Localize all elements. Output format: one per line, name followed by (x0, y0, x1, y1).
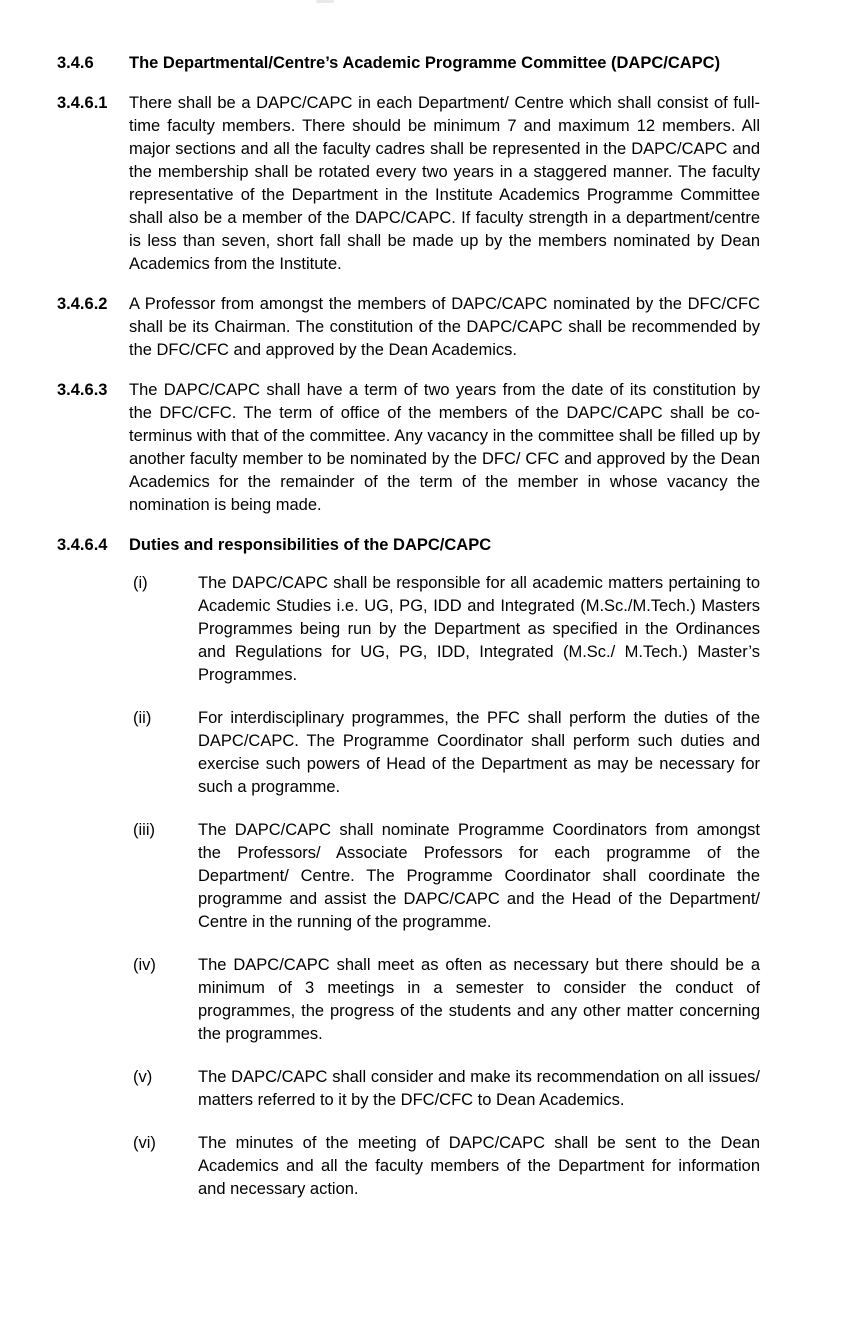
section-heading-3-4-6 (57, 52, 760, 75)
clause-text: There shall be a DAPC/CAPC in each Department/ Centre which shall consist of full-time faculty members. There should be minimum 7 and maximum 12 members. All major sections and all the faculty cadres shall be represented in the DAPC/CAPC and the membership shall be rotated every two years in a staggered manner. The faculty representative of the Department in the Institute Academics Programme Committee shall also be a member of the DAPC/CAPC. If faculty strength in a department/centre is less than seven, short fall shall be made up by the members nominated by Dean Academics from the Institute. (129, 94, 760, 273)
clause-number: 3.4.6.4 (57, 536, 108, 554)
duty-item-vi (129, 1132, 760, 1201)
duty-text: The DAPC/CAPC shall consider and make its recommendation on all issues/ matters referred to it by the DFC/CFC to Dean Academics. (198, 1068, 760, 1109)
duty-item-i (129, 572, 760, 687)
document-content (57, 52, 760, 1201)
duty-marker: (vi) (133, 1134, 156, 1152)
duty-text: The minutes of the meeting of DAPC/CAPC shall be sent to the Dean Academics and all the faculty members of the Department for information and necessary action. (198, 1134, 760, 1198)
duty-item-iii (129, 819, 760, 934)
duty-text: The DAPC/CAPC shall be responsible for all academic matters pertaining to Academic Studies i.e. UG, PG, IDD and Integrated (M.Sc./M.Tech.) Masters Programmes being run by the Department as specified in the Ordinances and Regulations for UG, PG, IDD, Integrated (M.Sc./ M.Tech.) Master’s Programmes. (198, 574, 760, 684)
clause-number: 3.4.6.1 (57, 94, 108, 112)
clause-number: 3.4.6.2 (57, 295, 108, 313)
clause-text: A Professor from amongst the members of DAPC/CAPC nominated by the DFC/CFC shall be its Chairman. The constitution of the DAPC/CAPC shall be recommended by the DFC/CFC and approved by the Dean Academics. (129, 295, 760, 359)
duty-marker: (ii) (133, 709, 152, 727)
clause-3-4-6-3 (57, 379, 760, 517)
clause-3-4-6-2 (57, 293, 760, 362)
duty-item-v (129, 1066, 760, 1112)
duty-item-iv (129, 954, 760, 1046)
duty-text: For interdisciplinary programmes, the PFC shall perform the duties of the DAPC/CAPC. The Programme Coordinator shall perform such duties and exercise such powers of Head of the Department as may be necessary for such a programme. (198, 709, 760, 796)
scan-artifact (316, 0, 334, 3)
duty-marker: (i) (133, 574, 148, 592)
duty-text: The DAPC/CAPC shall nominate Programme Coordinators from amongst the Professors/ Associate Professors for each programme of the Department/ Centre. The Programme Coordinator shall coordinate the programme and assist the DAPC/CAPC and the Head of the Department/ Centre in the running of the programme. (198, 821, 760, 931)
subheading-3-4-6-4 (57, 534, 760, 557)
clause-number: 3.4.6.3 (57, 381, 108, 399)
duty-text: The DAPC/CAPC shall meet as often as necessary but there should be a minimum of 3 meetings in a semester to consider the conduct of programmes, the progress of the students and any other matter concerning the programmes. (198, 956, 760, 1043)
section-heading-text: The Departmental/Centre’s Academic Programme Committee (DAPC/CAPC) (129, 54, 721, 72)
duty-marker: (v) (133, 1068, 153, 1086)
duty-item-ii (129, 707, 760, 799)
section-number: 3.4.6 (57, 54, 94, 72)
duty-marker: (iv) (133, 956, 156, 974)
clause-3-4-6-1 (57, 92, 760, 276)
subheading-text: Duties and responsibilities of the DAPC/CAPC (129, 536, 492, 554)
duties-list (129, 572, 760, 1201)
clause-text: The DAPC/CAPC shall have a term of two years from the date of its constitution by the DFC/CFC. The term of office of the members of the DAPC/CAPC shall be co-terminus with that of the committee. Any vacancy in the committee shall be filled up by another faculty member to be nominated by the DFC/ CFC and approved by the Dean Academics for the remainder of the term of the member in whose vacancy the nomination is being made. (129, 381, 760, 514)
duty-marker: (iii) (133, 821, 155, 839)
